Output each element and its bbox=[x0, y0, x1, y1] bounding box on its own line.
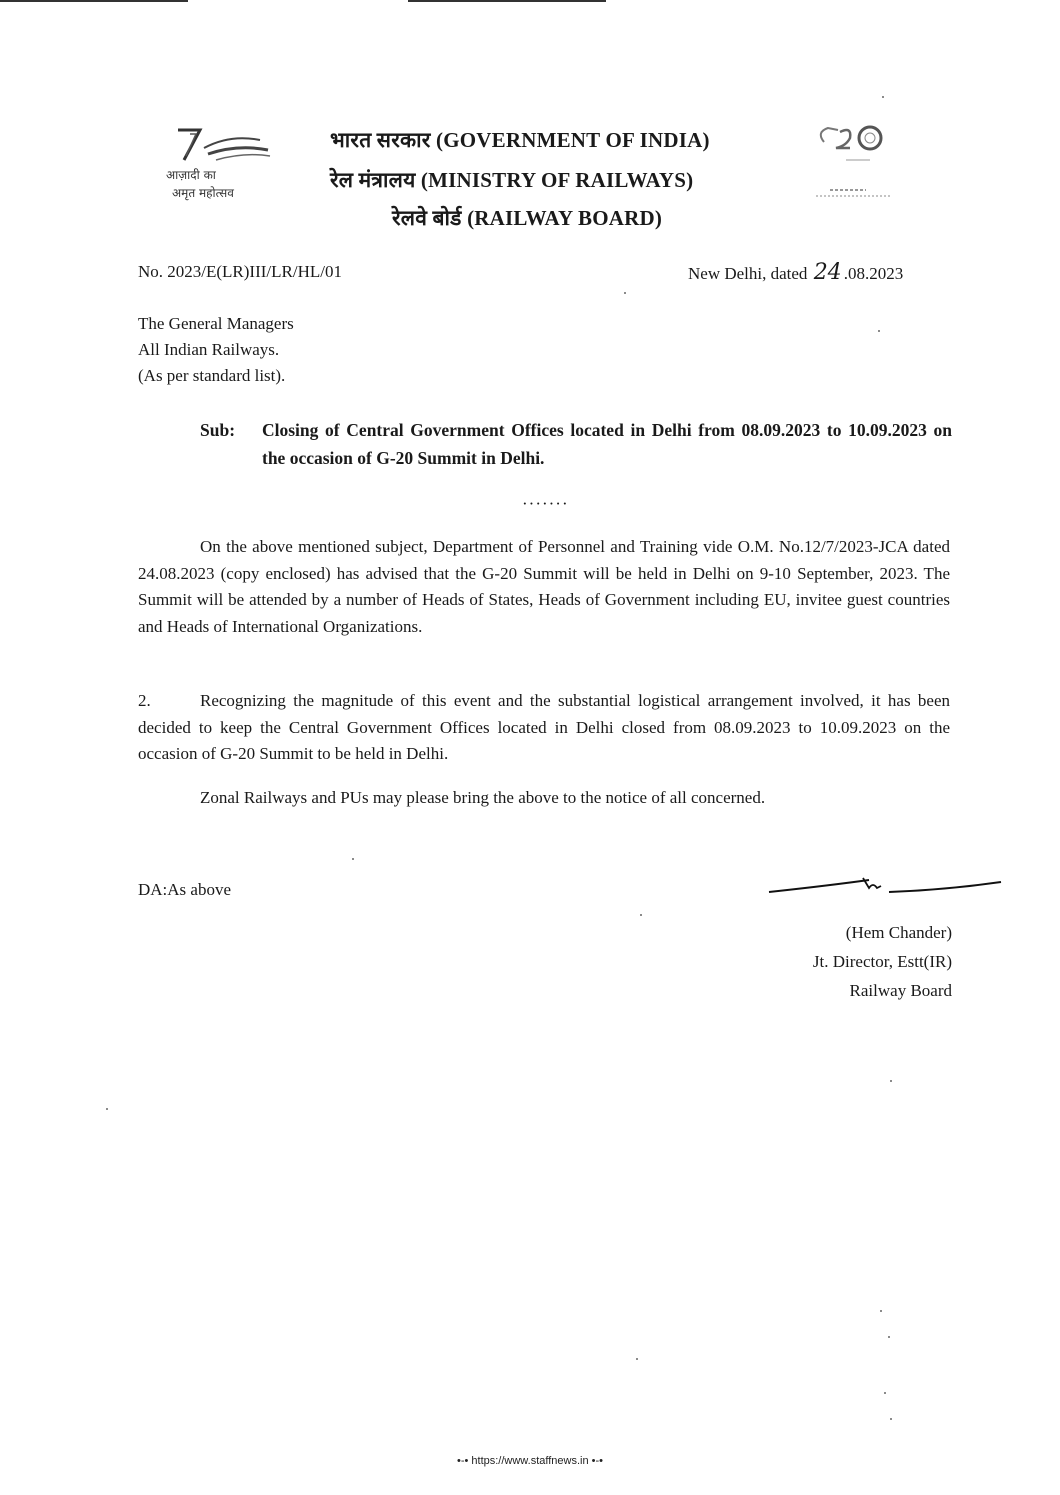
logo-caption-1: आज़ादी का bbox=[166, 168, 216, 182]
addressee-line-3: (As per standard list). bbox=[138, 366, 286, 385]
scan-speck bbox=[640, 914, 642, 916]
addressee-line-2: All Indian Railways. bbox=[138, 340, 280, 359]
scan-edge-line-left bbox=[0, 0, 188, 2]
azadi-ka-amrit-mahotsav-logo bbox=[160, 120, 300, 210]
header-ministry-of-railways: रेल मंत्रालय (MINISTRY OF RAILWAYS) bbox=[330, 168, 694, 192]
signatory-office: Railway Board bbox=[849, 981, 952, 1000]
g20-logo bbox=[810, 118, 910, 208]
scan-speck bbox=[878, 330, 880, 332]
scan-speck bbox=[882, 96, 884, 98]
g20-emblem-icon bbox=[810, 118, 910, 208]
paragraph-1: On the above mentioned subject, Department of Personnel and Training vide O.M. No.12/7/2023-JCA dated 24.08.2023 (copy enclosed) has advised that the G-20 Summit will be held in Delhi on 9-10 September, 2023. The Summit will be attended by a number of Heads of States, Heads of Government including EU, invitee guest countries and Heads of International Organizations. bbox=[138, 537, 950, 636]
scan-edge-line-right bbox=[408, 0, 606, 2]
addressee-block bbox=[138, 311, 294, 389]
scan-speck bbox=[890, 1080, 892, 1082]
paragraph-2-text: Recognizing the magnitude of this event and the substantial logistical arrangement involved, it has been decided to keep the Central Government Offices located in Delhi closed from 08.09.2023 to 10.09.2023 on the occasion of G-20 Summit to be held in Delhi. bbox=[138, 691, 950, 763]
scan-speck bbox=[880, 1310, 882, 1312]
logo-caption-2: अमृत महोत्सव bbox=[172, 186, 234, 200]
paragraph-2-number: 2. bbox=[138, 691, 151, 710]
scan-speck bbox=[888, 1336, 890, 1338]
addressee-line-1: The General Managers bbox=[138, 314, 294, 333]
scan-speck bbox=[352, 858, 354, 860]
scan-speck bbox=[624, 292, 626, 294]
letter-reference-number: No. 2023/E(LR)III/LR/HL/01 bbox=[138, 262, 342, 281]
date-day-handwritten: 24 bbox=[813, 260, 842, 285]
paragraph-2 bbox=[138, 688, 950, 768]
separator-dots: ······· bbox=[522, 494, 569, 513]
scan-speck bbox=[636, 1358, 638, 1360]
handwritten-signature bbox=[765, 868, 1005, 908]
letter-date bbox=[688, 260, 903, 285]
subject-text: Closing of Central Government Offices located in Delhi from 08.09.2023 to 10.09.2023 on the occasion of G-20 Summit in Delhi. bbox=[262, 420, 952, 468]
scan-speck bbox=[890, 1418, 892, 1420]
subject-block bbox=[200, 416, 952, 472]
signature-stroke-icon bbox=[765, 868, 1005, 908]
signatory-designation: Jt. Director, Estt(IR) bbox=[812, 952, 952, 971]
enclosure-note: DA:As above bbox=[138, 880, 232, 899]
scan-speck bbox=[884, 1392, 886, 1394]
signatory-block bbox=[760, 918, 952, 1005]
date-prefix: New Delhi, dated bbox=[688, 264, 808, 283]
signatory-name: (Hem Chander) bbox=[845, 923, 952, 942]
header-government-of-india: भारत सरकार (GOVERNMENT OF INDIA) bbox=[330, 128, 710, 152]
header-railway-board: रेलवे बोर्ड (RAILWAY BOARD) bbox=[392, 206, 663, 230]
date-month-year: .08.2023 bbox=[843, 264, 904, 283]
paragraph-3: Zonal Railways and PUs may please bring the above to the notice of all concerned. bbox=[200, 788, 766, 807]
scan-speck bbox=[106, 1108, 108, 1110]
subject-label: Sub: bbox=[200, 420, 236, 440]
footer-watermark: •-• https://www.staffnews.in •-• bbox=[456, 1455, 604, 1467]
